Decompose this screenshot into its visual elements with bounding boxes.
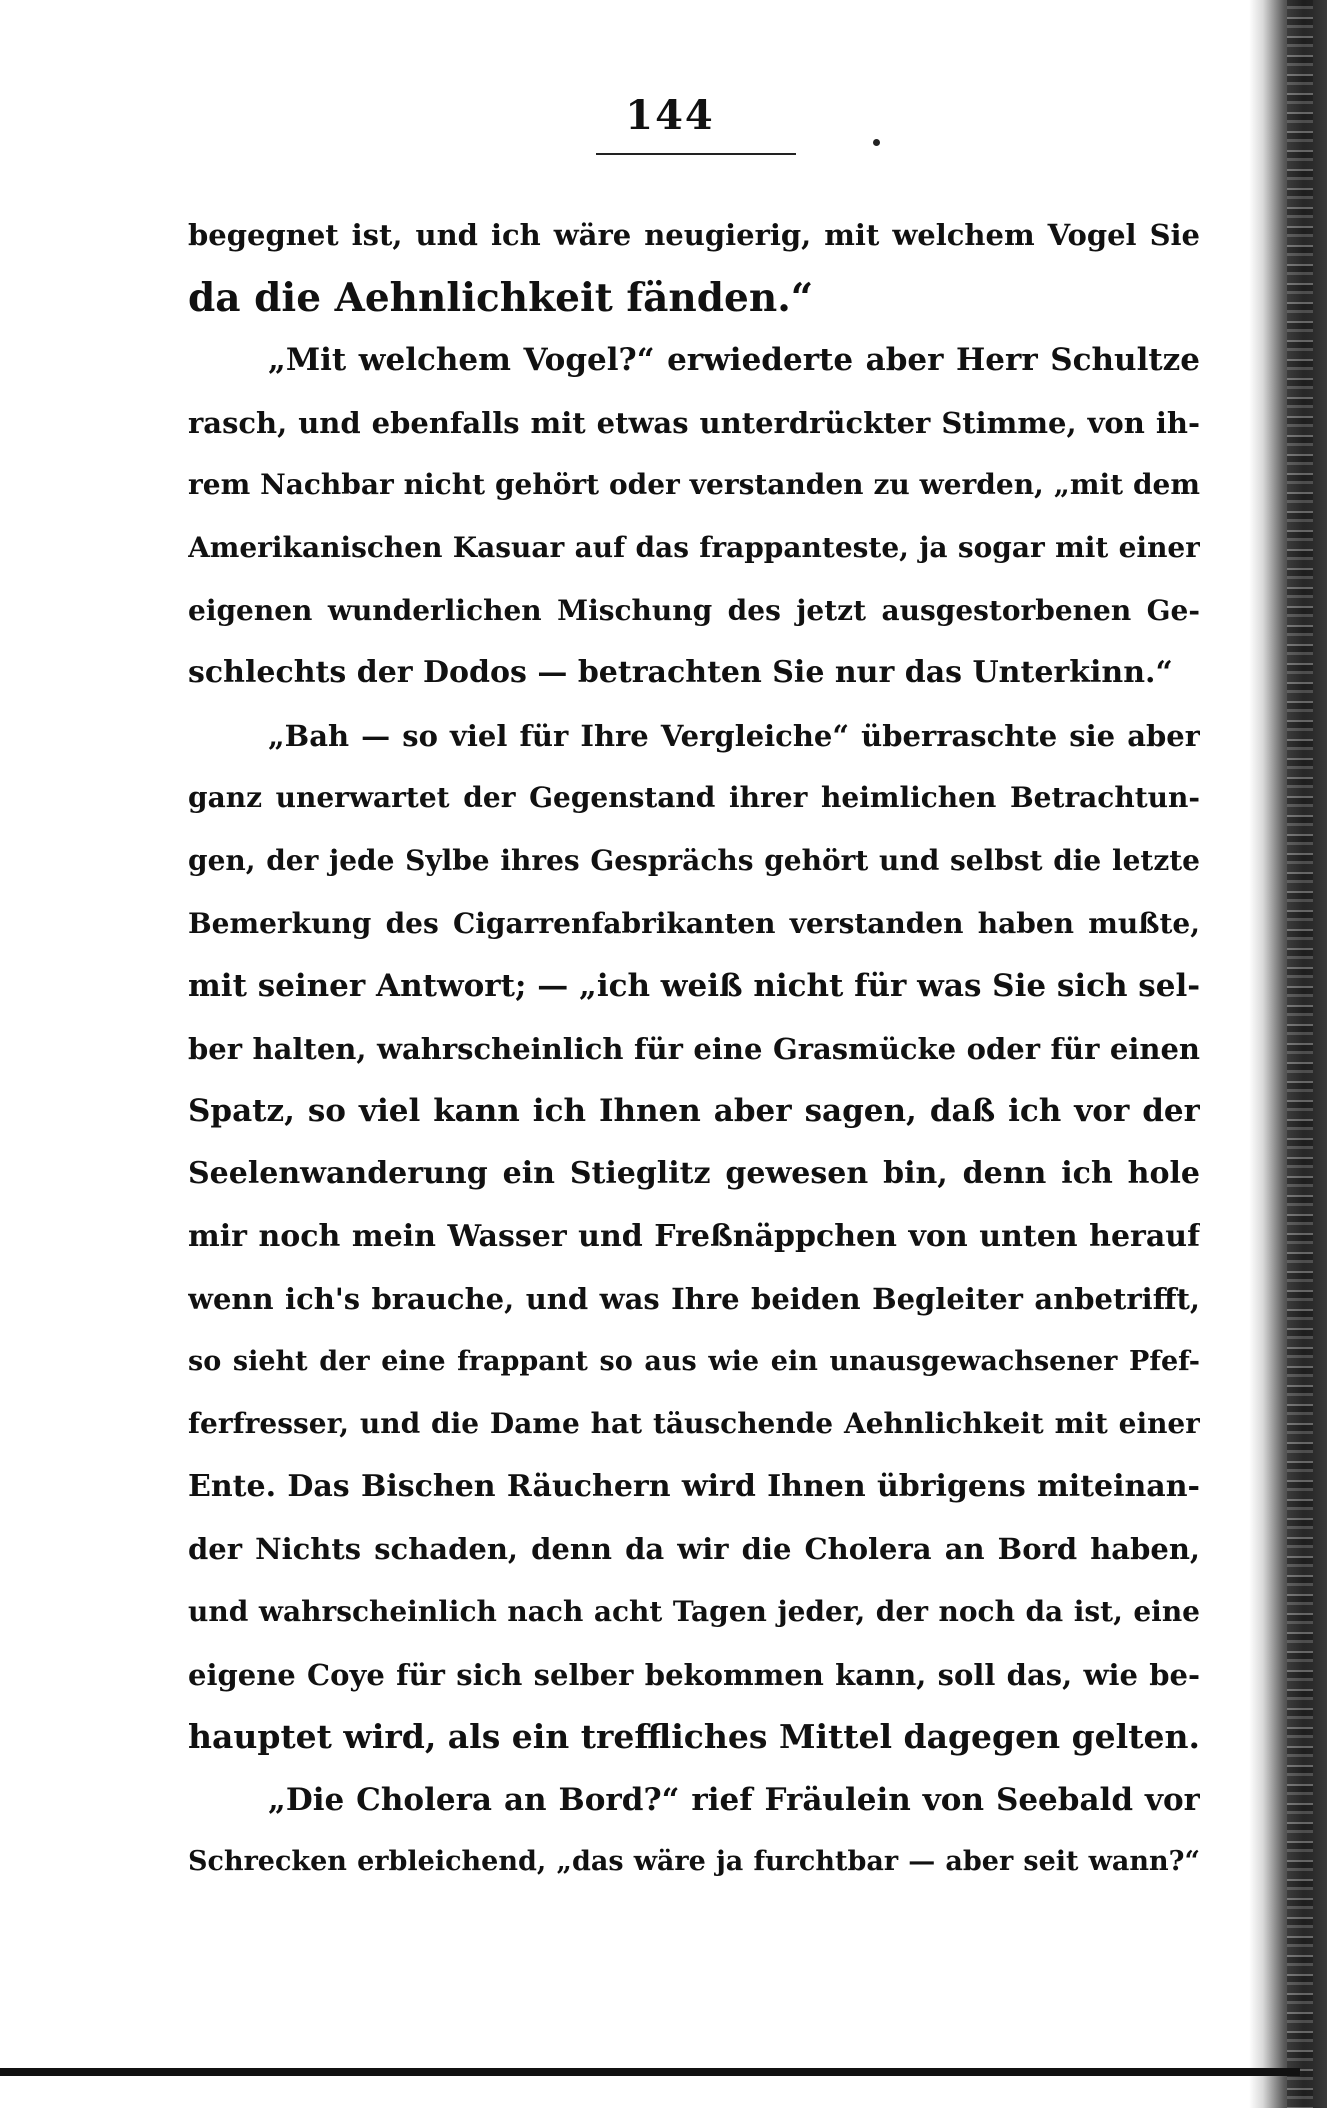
text-line: Seelenwanderung ein Stieglitz gewesen bin, denn ich hole [188,1155,1200,1191]
text-line: hauptet wird, als ein treffliches Mittel dagegen gelten. [188,1717,1200,1757]
text-line: ganz unerwartet der Gegenstand ihrer heimlichen Betrachtun- [188,781,1200,815]
text-line: so sieht der eine frappant so aus wie ein unausgewachsener Pfef- [188,1345,1200,1377]
text-line: gen, der jede Sylbe ihres Gesprächs gehört und selbst die letzte [188,843,1200,877]
page-number: 144 [625,92,715,139]
text-line: „Bah — so viel für Ihre Vergleiche“ überraschte sie aber [268,718,1200,753]
body-text [188,204,1200,1894]
text-line: Ente. Das Bischen Räuchern wird Ihnen übrigens miteinan- [188,1468,1200,1504]
text-line: ber halten, wahrscheinlich für eine Grasmücke oder für einen [188,1031,1200,1066]
text-line: begegnet ist, und ich wäre neugierig, mit welchem Vogel Sie [188,218,1200,252]
text-line: „Die Cholera an Bord?“ rief Fräulein von Seebald vor [268,1781,1200,1818]
header-dot [873,139,880,146]
text-line: rem Nachbar nicht gehört oder verstanden zu werden, „mit dem [188,468,1200,502]
text-line: mit seiner Antwort; — „ich weiß nicht für was Sie sich sel- [188,968,1200,1005]
text-line: eigene Coye für sich selber bekommen kann, soll das, wie be- [188,1657,1200,1692]
text-line: Spatz, so viel kann ich Ihnen aber sagen, daß ich vor der [188,1093,1200,1130]
bottom-rule [0,2068,1300,2076]
text-line: Bemerkung des Cigarrenfabrikanten verstanden haben mußte, [188,906,1200,940]
text-line: der Nichts schaden, denn da wir die Cholera an Bord haben, [188,1532,1200,1567]
text-line: Amerikanischen Kasuar auf das frappanteste, ja sogar mit einer [188,530,1200,564]
text-line: Schrecken erbleichend, „das wäre ja furchtbar — aber seit wann?“ [188,1846,1200,1878]
text-line: eigenen wunderlichen Mischung des jetzt ausgestorbenen Ge- [188,593,1200,627]
text-line: schlechts der Dodos — betrachten Sie nur das Unterkinn.“ [188,655,1173,691]
text-line: wenn ich's brauche, und was Ihre beiden Begleiter anbetrifft, [188,1282,1200,1317]
header-rule [596,153,796,155]
text-line: ferfresser, und die Dame hat täuschende Aehnlichkeit mit einer [188,1407,1200,1441]
text-line: rasch, und ebenfalls mit etwas unterdrückter Stimme, von ih- [188,405,1200,440]
page-edge-texture [1287,0,1313,2108]
text-line: da die Aehnlichkeit fänden.“ [188,274,814,321]
page-edge-shadow [1249,0,1327,2108]
text-line: mir noch mein Wasser und Freßnäppchen von unten herauf [188,1218,1200,1254]
text-line: und wahrscheinlich nach acht Tagen jeder, der noch da ist, eine [188,1595,1200,1629]
text-line: „Mit welchem Vogel?“ erwiederte aber Herr Schultze [268,342,1200,379]
